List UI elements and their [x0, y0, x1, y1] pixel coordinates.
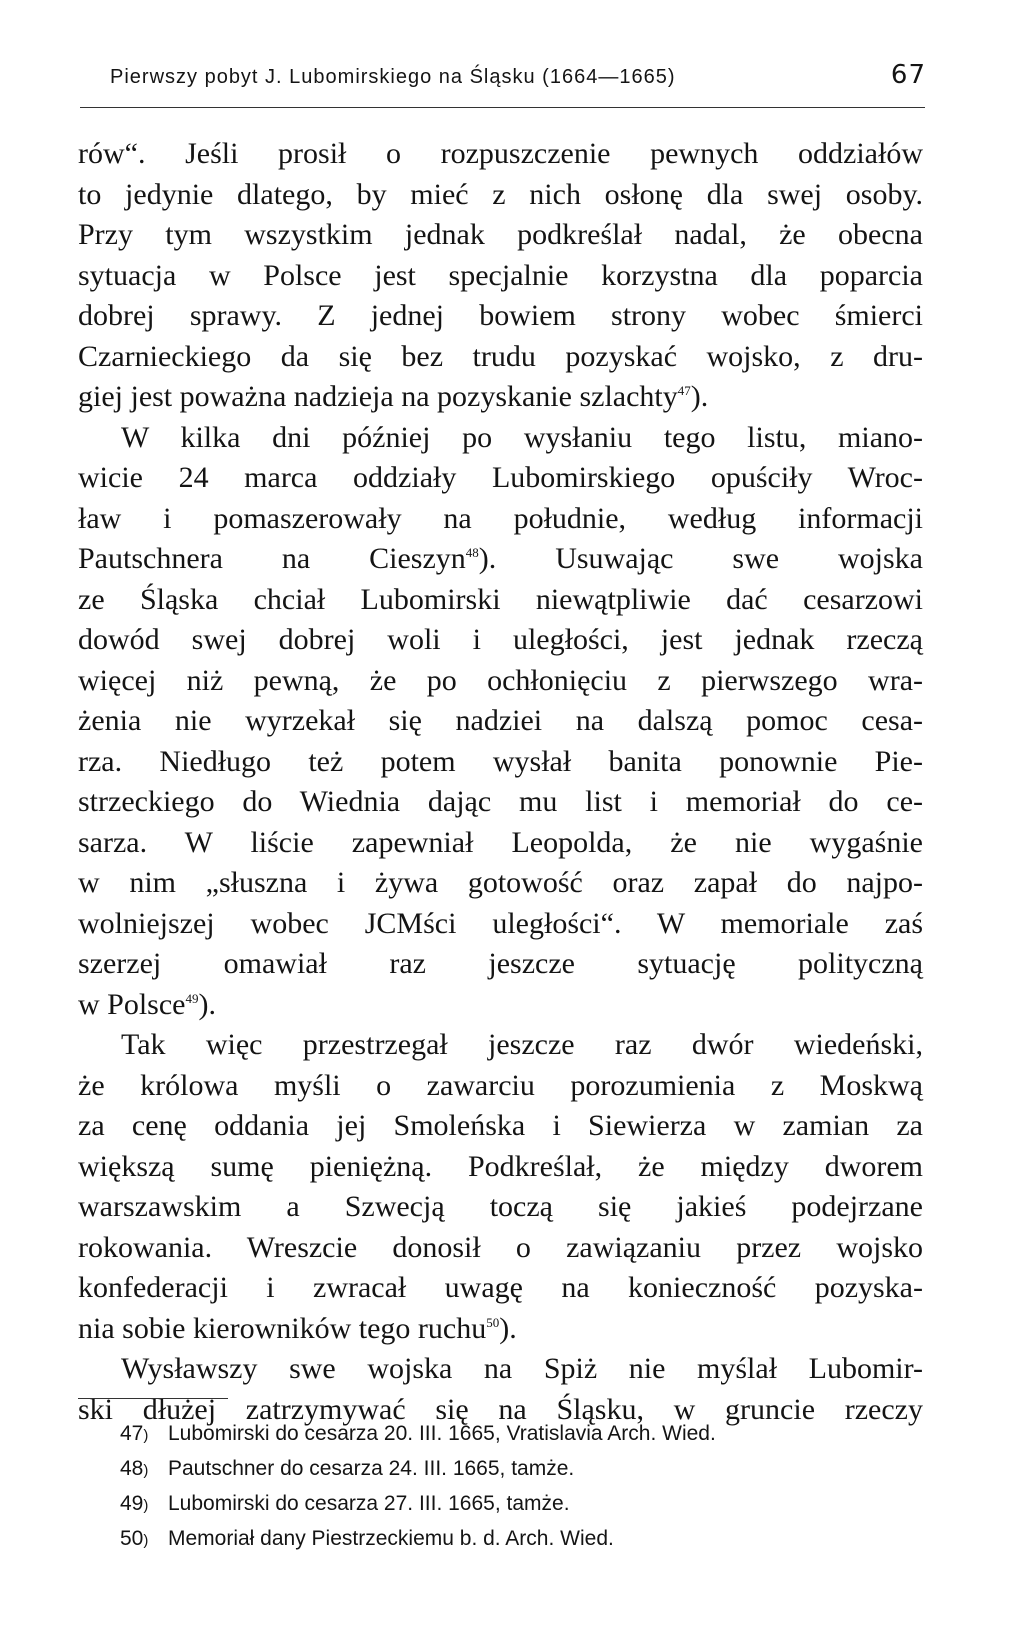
- footnote-item: [120, 1417, 920, 1452]
- footnote-item: [120, 1452, 920, 1487]
- footnote-number: 48: [120, 1457, 144, 1480]
- text-line: więcej niż pewną, że po ochłonięciu z pierwszego wra-: [78, 663, 923, 697]
- line-text: ). Usuwając swe wojska: [478, 542, 923, 575]
- footnote-mark: 48): [120, 1457, 149, 1480]
- body-text: [78, 134, 923, 1430]
- text-line: Przy tym wszystkim jednak podkreślał nadal, że obecna: [78, 218, 923, 251]
- running-title: Pierwszy pobyt J. Lubomirskiego na Śląsku (1664—1665): [110, 66, 676, 88]
- footnote-mark: 47): [120, 1422, 149, 1445]
- text-line: [78, 377, 923, 418]
- footnote-number: 49: [120, 1492, 144, 1515]
- text-line: Czarnieckiego da się bez trudu pozyskać wojsko, z dru-: [78, 339, 923, 373]
- text-line: dowód swej dobrej woli i uległości, jest jednak rzeczą: [78, 623, 923, 656]
- text-line: to jedynie dlatego, by mieć z nich osłonę dla swej osoby.: [78, 177, 923, 211]
- line-text: w Polsce: [78, 987, 186, 1021]
- footnote-text: Lubomirski do cesarza 27. III. 1665, tamże.: [168, 1492, 570, 1515]
- text-line: dobrej sprawy. Z jednej bowiem strony wobec śmierci: [78, 299, 923, 332]
- text-line: większą sumę pieniężną. Podkreślał, że między dworem: [78, 1149, 923, 1183]
- text-line: ski dłużej zatrzymywać się na Śląsku, w gruncie rzeczy: [78, 1392, 923, 1426]
- text-line: wicie 24 marca oddziały Lubomirskiego opuściły Wroc-: [78, 461, 923, 494]
- text-line: ze Śląska chciał Lubomirski niewątpliwie dać cesarzowi: [78, 582, 923, 616]
- footnotes: [120, 1417, 920, 1557]
- page-number: 67: [890, 60, 926, 90]
- line-text: ).: [690, 380, 709, 413]
- footnote-mark: 49): [120, 1492, 149, 1515]
- text-line: wolniejszej wobec JCMści uległości“. W memoriale zaś: [78, 906, 923, 940]
- text-line: żenia nie wyrzekał się nadziei na dalszą pomoc cesa-: [78, 704, 923, 737]
- text-line: [78, 985, 923, 1026]
- text-line: Tak więc przestrzegał jeszcze raz dwór wiedeński,: [121, 1028, 923, 1061]
- text-line: rów“. Jeśli prosił o rozpuszczenie pewnych oddziałów: [78, 137, 923, 170]
- text-line: [78, 1309, 923, 1350]
- text-line: ław i pomaszerowały na południe, według informacji: [78, 501, 923, 535]
- line-text: ).: [499, 1311, 517, 1345]
- text-line: W kilka dni później po wysłaniu tego listu, miano-: [121, 420, 923, 454]
- footnote-number: 47: [120, 1422, 144, 1445]
- footnote-text: Memoriał dany Piestrzeckiemu b. d. Arch. Wied.: [168, 1527, 614, 1550]
- text-line: szerzej omawiał raz jeszcze sytuację polityczną: [78, 947, 923, 980]
- text-line: rza. Niedługo też potem wysłał banita ponownie Pie-: [78, 744, 923, 778]
- line-text: giej jest poważna nadzieja na pozyskanie szlachty: [78, 380, 678, 413]
- footnote-ref: 47: [677, 383, 691, 398]
- text-line: konfederacji i zwracał uwagę na konieczność pozyska-: [78, 1271, 923, 1304]
- text-line: sytuacja w Polsce jest specjalnie korzystna dla poparcia: [78, 258, 923, 292]
- footnote-ref: 49: [185, 990, 199, 1006]
- footnote-number: 50: [120, 1527, 144, 1550]
- running-header: [110, 60, 930, 102]
- footnote-item: [120, 1487, 920, 1522]
- line-text: ).: [198, 987, 216, 1021]
- text-line: strzeckiego do Wiednia dając mu list i memoriał do ce-: [78, 785, 923, 818]
- text-line: sarza. W liście zapewniał Leopolda, że nie wygaśnie: [78, 825, 923, 859]
- text-line: w nim „słuszna i żywa gotowość oraz zapał do najpo-: [78, 866, 923, 899]
- footnote-text: Lubomirski do cesarza 20. III. 1665, Vratislavia Arch. Wied.: [168, 1422, 716, 1445]
- footnote-mark: 50): [120, 1527, 149, 1550]
- line-text: Pautschnera na Cieszyn: [78, 542, 466, 575]
- header-rule: [80, 107, 925, 108]
- text-line: Wysławszy swe wojska na Spiż nie myślał Lubomir-: [121, 1352, 923, 1385]
- text-line: [78, 539, 923, 580]
- text-line: za cenę oddania jej Smoleńska i Siewierza w zamian za: [78, 1109, 923, 1142]
- text-line: warszawskim a Szwecją toczą się jakieś podejrzane: [78, 1190, 923, 1223]
- line-text: nia sobie kierowników tego ruchu: [78, 1311, 487, 1345]
- text-line: rokowania. Wreszcie donosił o zawiązaniu przez wojsko: [78, 1230, 923, 1264]
- footnote-rule: [78, 1398, 228, 1399]
- footnote-item: [120, 1522, 920, 1557]
- footnote-text: Pautschner do cesarza 24. III. 1665, tamże.: [168, 1457, 575, 1480]
- footnote-ref: 50: [486, 1314, 500, 1330]
- footnote-ref: 48: [465, 545, 479, 560]
- text-line: że królowa myśli o zawarciu porozumienia z Moskwą: [78, 1068, 923, 1102]
